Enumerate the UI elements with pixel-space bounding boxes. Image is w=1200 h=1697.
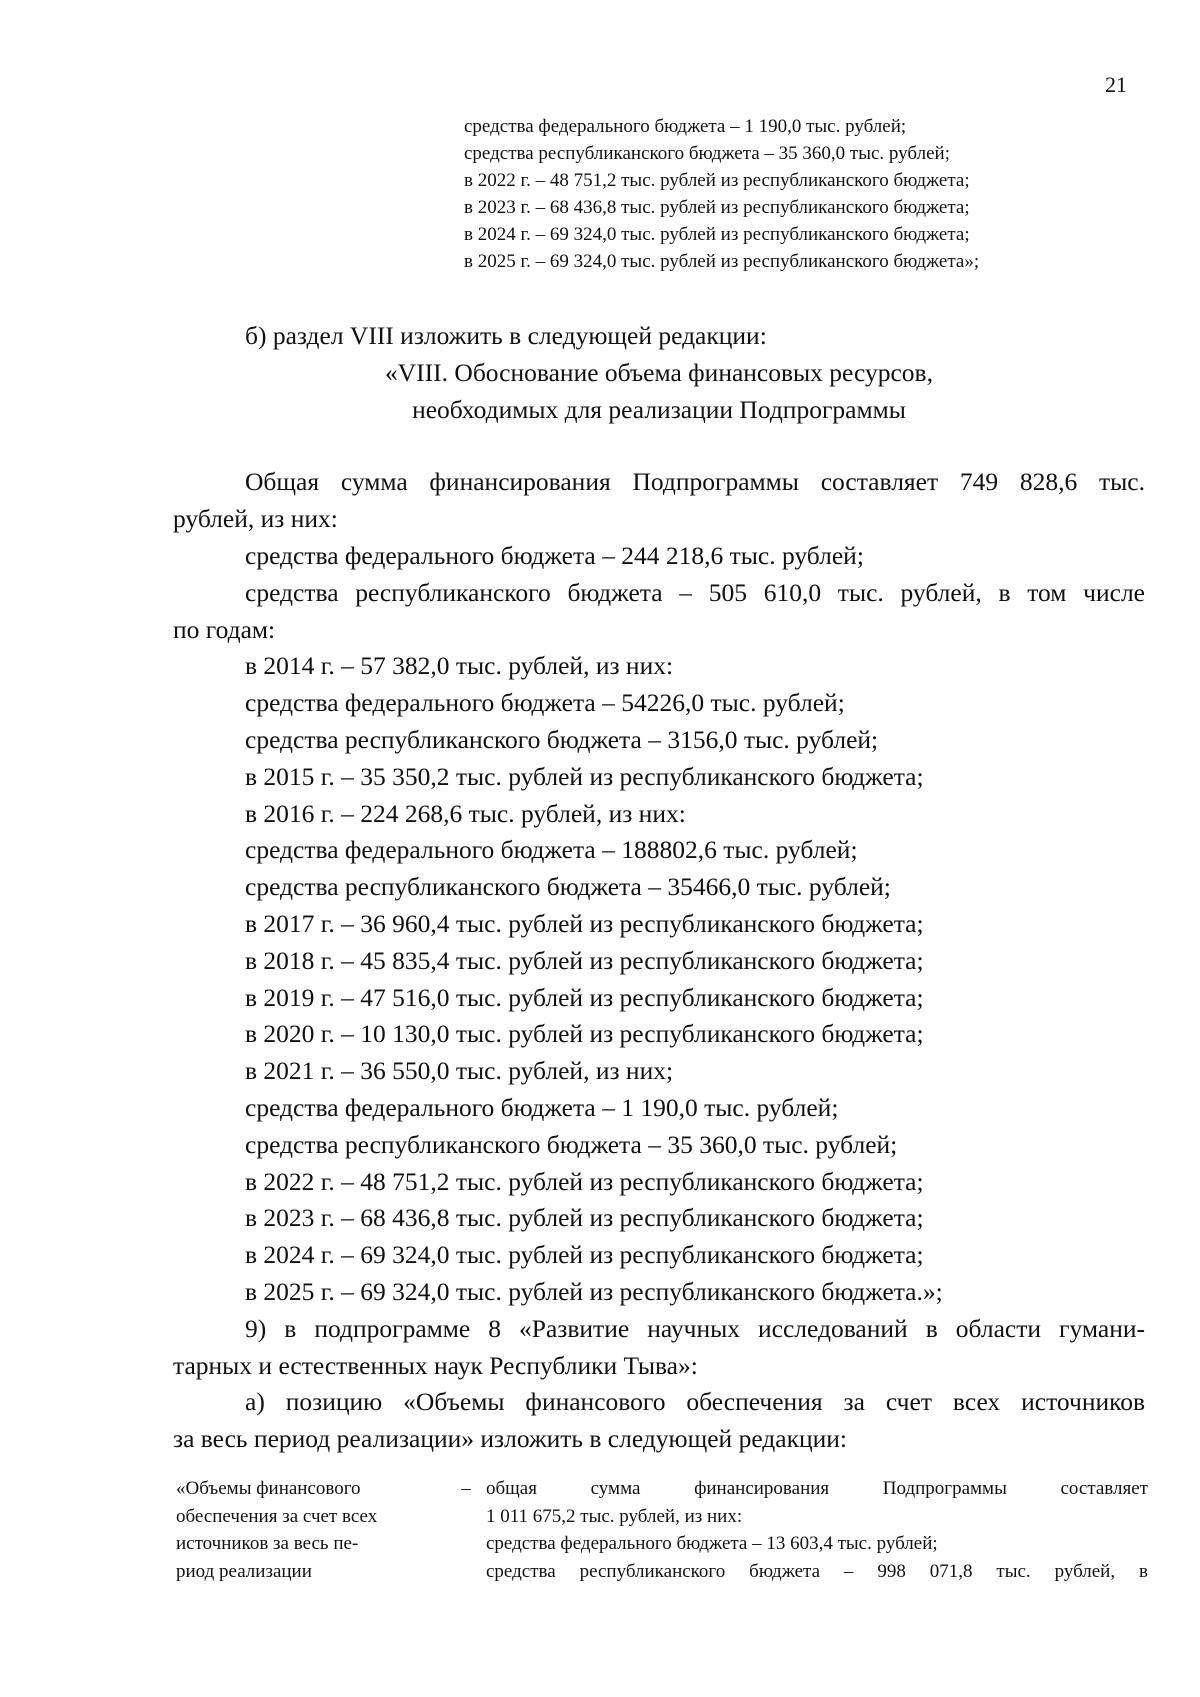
section-title-line: необходимых для реализации Подпрограммы — [412, 394, 906, 424]
year-line: средства федерального бюджета – 54226,0 тыс. рублей; — [245, 688, 845, 718]
passport-label — [176, 1475, 446, 1585]
year-line: в 2016 г. – 224 268,6 тыс. рублей, из них: — [245, 798, 686, 828]
list-line: в 2024 г. – 69 324,0 тыс. рублей из республиканского бюджета; — [464, 224, 970, 245]
item-a: а) позицию «Объемы финансового обеспечения за счет всех источников — [245, 1387, 1145, 1417]
passport-value-line: средства республиканского бюджета – 998 071,8 тыс. рублей, в — [486, 1560, 1148, 1582]
passport-label-line: «Объемы финансового — [176, 1478, 361, 1499]
year-line: в 2018 г. – 45 835,4 тыс. рублей из республиканского бюджета; — [245, 945, 924, 975]
year-line: в 2024 г. – 69 324,0 тыс. рублей из республиканского бюджета; — [245, 1240, 924, 1270]
continued-list — [464, 113, 1164, 275]
year-line: в 2019 г. – 47 516,0 тыс. рублей из республиканского бюджета; — [245, 982, 924, 1012]
passport-label-line: источников за весь пе- — [176, 1533, 359, 1554]
total-line: рублей, из них: — [173, 504, 338, 534]
republic-total: средства республиканского бюджета – 505 610,0 тыс. рублей, в том числе — [245, 577, 1145, 607]
year-line: в 2023 г. – 68 436,8 тыс. рублей из республиканского бюджета; — [245, 1203, 924, 1233]
federal-total: средства федерального бюджета – 244 218,6 тыс. рублей; — [245, 540, 864, 570]
passport-label-line: риод реализации — [176, 1560, 312, 1582]
year-line: в 2025 г. – 69 324,0 тыс. рублей из республиканского бюджета.»; — [245, 1276, 943, 1306]
item-9: тарных и естественных наук Республики Тыва»: — [173, 1350, 698, 1380]
passport-label-line: обеспечения за счет всех — [176, 1505, 378, 1527]
year-line: в 2020 г. – 10 130,0 тыс. рублей из республиканского бюджета; — [245, 1019, 924, 1049]
passport-value-line: средства федерального бюджета – 13 603,4 тыс. рублей; — [486, 1533, 938, 1554]
passport-value — [486, 1475, 1148, 1585]
year-line: в 2022 г. – 48 751,2 тыс. рублей из республиканского бюджета; — [245, 1166, 924, 1196]
list-line: средства федерального бюджета – 1 190,0 тыс. рублей; — [464, 116, 907, 137]
year-line: в 2021 г. – 36 550,0 тыс. рублей, из них; — [245, 1056, 674, 1086]
page-number: 21 — [1105, 72, 1127, 97]
passport-value-line: общая сумма финансирования Подпрограммы составляет — [486, 1478, 1148, 1499]
list-line: в 2023 г. – 68 436,8 тыс. рублей из республиканского бюджета; — [464, 197, 970, 218]
passport-dash: – — [461, 1478, 471, 1499]
passport-value-line: 1 011 675,2 тыс. рублей, из них: — [486, 1505, 743, 1527]
year-line: средства федерального бюджета – 1 190,0 тыс. рублей; — [245, 1092, 839, 1122]
section-title-line: «VIII. Обоснование объема финансовых ресурсов, — [385, 357, 933, 387]
list-line: в 2022 г. – 48 751,2 тыс. рублей из республиканского бюджета; — [464, 170, 970, 191]
item-a: за весь период реализации» изложить в следующей редакции: — [173, 1424, 848, 1454]
year-line: средства республиканского бюджета – 35 360,0 тыс. рублей; — [245, 1129, 898, 1159]
list-line: в 2025 г. – 69 324,0 тыс. рублей из республиканского бюджета»; — [464, 251, 980, 272]
passport-table — [176, 1475, 1148, 1585]
year-line: средства федерального бюджета – 188802,6 тыс. рублей; — [245, 835, 858, 865]
item-9: 9) в подпрограмме 8 «Развитие научных исследований в области гумани- — [245, 1313, 1145, 1343]
section-intro: б) раздел VIII изложить в следующей редакции: — [245, 321, 767, 350]
main-text — [173, 318, 1145, 1458]
total-line: Общая сумма финансирования Подпрограммы составляет 749 828,6 тыс. — [245, 467, 1145, 497]
year-line: в 2015 г. – 35 350,2 тыс. рублей из республиканского бюджета; — [245, 761, 924, 791]
list-line: средства республиканского бюджета – 35 360,0 тыс. рублей; — [464, 143, 950, 164]
year-line: в 2017 г. – 36 960,4 тыс. рублей из республиканского бюджета; — [245, 908, 924, 938]
year-line: средства республиканского бюджета – 3156,0 тыс. рублей; — [245, 724, 879, 754]
year-line: в 2014 г. – 57 382,0 тыс. рублей, из них: — [245, 651, 674, 681]
year-line: средства республиканского бюджета – 35466,0 тыс. рублей; — [245, 872, 891, 902]
republic-total: по годам: — [173, 614, 276, 644]
